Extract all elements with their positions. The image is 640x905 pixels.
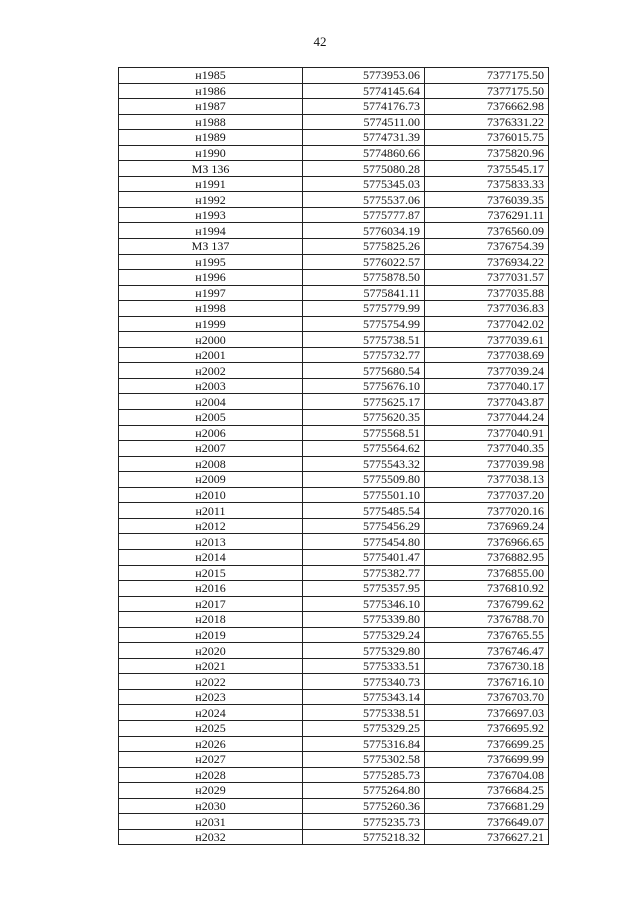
y-coordinate-cell: 7376649.07: [425, 814, 549, 830]
y-coordinate-cell: 7376855.00: [425, 565, 549, 581]
table-row: [119, 347, 549, 363]
y-coordinate-cell: 7377040.17: [425, 378, 549, 394]
table-row: [119, 736, 549, 752]
x-coordinate-cell: 5775338.51: [303, 705, 425, 721]
y-coordinate-cell: 7376934.22: [425, 254, 549, 270]
point-name-cell: н2011: [119, 503, 303, 519]
y-coordinate-cell: 7377040.91: [425, 425, 549, 441]
x-coordinate-cell: 5775676.10: [303, 378, 425, 394]
point-name-cell: н2000: [119, 332, 303, 348]
point-name-cell: н2019: [119, 627, 303, 643]
table-row: [119, 176, 549, 192]
table-row: [119, 378, 549, 394]
x-coordinate-cell: 5775345.03: [303, 176, 425, 192]
y-coordinate-cell: 7376788.70: [425, 612, 549, 628]
y-coordinate-cell: 7376746.47: [425, 643, 549, 659]
table-row: [119, 425, 549, 441]
table-row: [119, 161, 549, 177]
table-row: [119, 658, 549, 674]
point-name-cell: н2001: [119, 347, 303, 363]
y-coordinate-cell: 7376730.18: [425, 658, 549, 674]
table-row: [119, 503, 549, 519]
table-row: [119, 270, 549, 286]
table-row: [119, 410, 549, 426]
point-name-cell: н1999: [119, 316, 303, 332]
point-name-cell: н2028: [119, 767, 303, 783]
y-coordinate-cell: 7376716.10: [425, 674, 549, 690]
point-name-cell: н2003: [119, 378, 303, 394]
point-name-cell: МЗ 136: [119, 161, 303, 177]
table-row: [119, 130, 549, 146]
x-coordinate-cell: 5775620.35: [303, 410, 425, 426]
table-row: [119, 705, 549, 721]
point-name-cell: н2023: [119, 689, 303, 705]
point-name-cell: н1988: [119, 114, 303, 130]
x-coordinate-cell: 5775302.58: [303, 752, 425, 768]
y-coordinate-cell: 7377175.50: [425, 83, 549, 99]
y-coordinate-cell: 7376560.09: [425, 223, 549, 239]
table-row: [119, 207, 549, 223]
x-coordinate-cell: 5776022.57: [303, 254, 425, 270]
x-coordinate-cell: 5775485.54: [303, 503, 425, 519]
point-name-cell: н2014: [119, 549, 303, 565]
table-row: [119, 68, 549, 84]
x-coordinate-cell: 5775680.54: [303, 363, 425, 379]
y-coordinate-cell: 7377040.35: [425, 441, 549, 457]
table-row: [119, 332, 549, 348]
y-coordinate-cell: 7377039.24: [425, 363, 549, 379]
table-row: [119, 674, 549, 690]
x-coordinate-cell: 5775456.29: [303, 518, 425, 534]
y-coordinate-cell: 7376799.62: [425, 596, 549, 612]
x-coordinate-cell: 5775329.80: [303, 643, 425, 659]
x-coordinate-cell: 5775329.25: [303, 720, 425, 736]
table-row: [119, 301, 549, 317]
x-coordinate-cell: 5775382.77: [303, 565, 425, 581]
point-name-cell: н2031: [119, 814, 303, 830]
table-row: [119, 814, 549, 830]
table-row: [119, 223, 549, 239]
point-name-cell: н1987: [119, 99, 303, 115]
point-name-cell: н1986: [119, 83, 303, 99]
table-row: [119, 534, 549, 550]
x-coordinate-cell: 5775501.10: [303, 487, 425, 503]
table-row: [119, 689, 549, 705]
y-coordinate-cell: 7377035.88: [425, 285, 549, 301]
table-row: [119, 549, 549, 565]
point-name-cell: н1996: [119, 270, 303, 286]
point-name-cell: н2016: [119, 581, 303, 597]
table-row: [119, 99, 549, 115]
table-row: [119, 767, 549, 783]
x-coordinate-cell: 5775080.28: [303, 161, 425, 177]
y-coordinate-cell: 7376697.03: [425, 705, 549, 721]
y-coordinate-cell: 7376765.55: [425, 627, 549, 643]
x-coordinate-cell: 5775333.51: [303, 658, 425, 674]
point-name-cell: н2007: [119, 441, 303, 457]
y-coordinate-cell: 7376291.11: [425, 207, 549, 223]
point-name-cell: н1995: [119, 254, 303, 270]
y-coordinate-cell: 7377043.87: [425, 394, 549, 410]
point-name-cell: н2029: [119, 783, 303, 799]
y-coordinate-cell: 7377039.98: [425, 456, 549, 472]
x-coordinate-cell: 5774176.73: [303, 99, 425, 115]
y-coordinate-cell: 7377175.50: [425, 68, 549, 84]
table-row: [119, 612, 549, 628]
point-name-cell: н1985: [119, 68, 303, 84]
y-coordinate-cell: 7377037.20: [425, 487, 549, 503]
table-row: [119, 581, 549, 597]
point-name-cell: н2002: [119, 363, 303, 379]
y-coordinate-cell: 7377038.69: [425, 347, 549, 363]
point-name-cell: н2032: [119, 829, 303, 845]
point-name-cell: н2018: [119, 612, 303, 628]
x-coordinate-cell: 5775779.99: [303, 301, 425, 317]
x-coordinate-cell: 5775346.10: [303, 596, 425, 612]
y-coordinate-cell: 7375545.17: [425, 161, 549, 177]
x-coordinate-cell: 5775401.47: [303, 549, 425, 565]
table-row: [119, 192, 549, 208]
point-name-cell: н2004: [119, 394, 303, 410]
point-name-cell: н1993: [119, 207, 303, 223]
y-coordinate-cell: 7377042.02: [425, 316, 549, 332]
table-row: [119, 441, 549, 457]
y-coordinate-cell: 7376015.75: [425, 130, 549, 146]
y-coordinate-cell: 7376882.95: [425, 549, 549, 565]
y-coordinate-cell: 7377031.57: [425, 270, 549, 286]
y-coordinate-cell: 7376662.98: [425, 99, 549, 115]
y-coordinate-cell: 7377039.61: [425, 332, 549, 348]
y-coordinate-cell: 7376703.70: [425, 689, 549, 705]
y-coordinate-cell: 7376039.35: [425, 192, 549, 208]
table-row: [119, 363, 549, 379]
point-name-cell: н1998: [119, 301, 303, 317]
x-coordinate-cell: 5775340.73: [303, 674, 425, 690]
x-coordinate-cell: 5775329.24: [303, 627, 425, 643]
x-coordinate-cell: 5775316.84: [303, 736, 425, 752]
y-coordinate-cell: 7376331.22: [425, 114, 549, 130]
table-row: [119, 394, 549, 410]
point-name-cell: н2005: [119, 410, 303, 426]
table-row: [119, 627, 549, 643]
x-coordinate-cell: 5775754.99: [303, 316, 425, 332]
y-coordinate-cell: 7376627.21: [425, 829, 549, 845]
y-coordinate-cell: 7376810.92: [425, 581, 549, 597]
x-coordinate-cell: 5775537.06: [303, 192, 425, 208]
y-coordinate-cell: 7376754.39: [425, 239, 549, 255]
point-name-cell: н2021: [119, 658, 303, 674]
point-name-cell: н1990: [119, 145, 303, 161]
point-name-cell: н2012: [119, 518, 303, 534]
point-name-cell: н2030: [119, 798, 303, 814]
x-coordinate-cell: 5775235.73: [303, 814, 425, 830]
x-coordinate-cell: 5775568.51: [303, 425, 425, 441]
table-row: [119, 472, 549, 488]
table-row: [119, 752, 549, 768]
x-coordinate-cell: 5775564.62: [303, 441, 425, 457]
point-name-cell: н2008: [119, 456, 303, 472]
point-name-cell: н2024: [119, 705, 303, 721]
y-coordinate-cell: 7376695.92: [425, 720, 549, 736]
table-row: [119, 83, 549, 99]
y-coordinate-cell: 7375833.33: [425, 176, 549, 192]
table-row: [119, 565, 549, 581]
page-number: 42: [313, 34, 327, 49]
table-row: [119, 798, 549, 814]
y-coordinate-cell: 7377038.13: [425, 472, 549, 488]
table-row: [119, 487, 549, 503]
table-row: [119, 829, 549, 845]
point-name-cell: н1991: [119, 176, 303, 192]
point-name-cell: н2010: [119, 487, 303, 503]
point-name-cell: н2017: [119, 596, 303, 612]
table-row: [119, 643, 549, 659]
point-name-cell: н1992: [119, 192, 303, 208]
coordinates-table: [118, 67, 549, 845]
x-coordinate-cell: 5775625.17: [303, 394, 425, 410]
x-coordinate-cell: 5774731.39: [303, 130, 425, 146]
point-name-cell: н1989: [119, 130, 303, 146]
y-coordinate-cell: 7376684.25: [425, 783, 549, 799]
x-coordinate-cell: 5774860.66: [303, 145, 425, 161]
y-coordinate-cell: 7376699.99: [425, 752, 549, 768]
x-coordinate-cell: 5775878.50: [303, 270, 425, 286]
table-row: [119, 316, 549, 332]
table-row: [119, 518, 549, 534]
x-coordinate-cell: 5775543.32: [303, 456, 425, 472]
table-row: [119, 254, 549, 270]
x-coordinate-cell: 5775357.95: [303, 581, 425, 597]
point-name-cell: н2009: [119, 472, 303, 488]
x-coordinate-cell: 5775732.77: [303, 347, 425, 363]
point-name-cell: н1997: [119, 285, 303, 301]
y-coordinate-cell: 7376969.24: [425, 518, 549, 534]
y-coordinate-cell: 7376966.65: [425, 534, 549, 550]
x-coordinate-cell: 5775343.14: [303, 689, 425, 705]
table-row: [119, 114, 549, 130]
point-name-cell: н2015: [119, 565, 303, 581]
point-name-cell: н2025: [119, 720, 303, 736]
point-name-cell: н2006: [119, 425, 303, 441]
point-name-cell: н2013: [119, 534, 303, 550]
x-coordinate-cell: 5775218.32: [303, 829, 425, 845]
y-coordinate-cell: 7376704.08: [425, 767, 549, 783]
table-row: [119, 456, 549, 472]
x-coordinate-cell: 5775285.73: [303, 767, 425, 783]
point-name-cell: н2027: [119, 752, 303, 768]
x-coordinate-cell: 5773953.06: [303, 68, 425, 84]
x-coordinate-cell: 5775454.80: [303, 534, 425, 550]
table-row: [119, 239, 549, 255]
y-coordinate-cell: 7377044.24: [425, 410, 549, 426]
y-coordinate-cell: 7376699.25: [425, 736, 549, 752]
x-coordinate-cell: 5775264.80: [303, 783, 425, 799]
y-coordinate-cell: 7375820.96: [425, 145, 549, 161]
point-name-cell: н2020: [119, 643, 303, 659]
point-name-cell: МЗ 137: [119, 239, 303, 255]
x-coordinate-cell: 5774145.64: [303, 83, 425, 99]
x-coordinate-cell: 5775841.11: [303, 285, 425, 301]
table-row: [119, 596, 549, 612]
x-coordinate-cell: 5775260.36: [303, 798, 425, 814]
x-coordinate-cell: 5775738.51: [303, 332, 425, 348]
x-coordinate-cell: 5774511.00: [303, 114, 425, 130]
x-coordinate-cell: 5775509.80: [303, 472, 425, 488]
x-coordinate-cell: 5776034.19: [303, 223, 425, 239]
x-coordinate-cell: 5775777.87: [303, 207, 425, 223]
y-coordinate-cell: 7377036.83: [425, 301, 549, 317]
coordinates-table-body: [119, 68, 549, 845]
x-coordinate-cell: 5775339.80: [303, 612, 425, 628]
table-row: [119, 145, 549, 161]
table-row: [119, 285, 549, 301]
table-row: [119, 783, 549, 799]
y-coordinate-cell: 7377020.16: [425, 503, 549, 519]
point-name-cell: н2022: [119, 674, 303, 690]
point-name-cell: н1994: [119, 223, 303, 239]
y-coordinate-cell: 7376681.29: [425, 798, 549, 814]
x-coordinate-cell: 5775825.26: [303, 239, 425, 255]
point-name-cell: н2026: [119, 736, 303, 752]
table-row: [119, 720, 549, 736]
